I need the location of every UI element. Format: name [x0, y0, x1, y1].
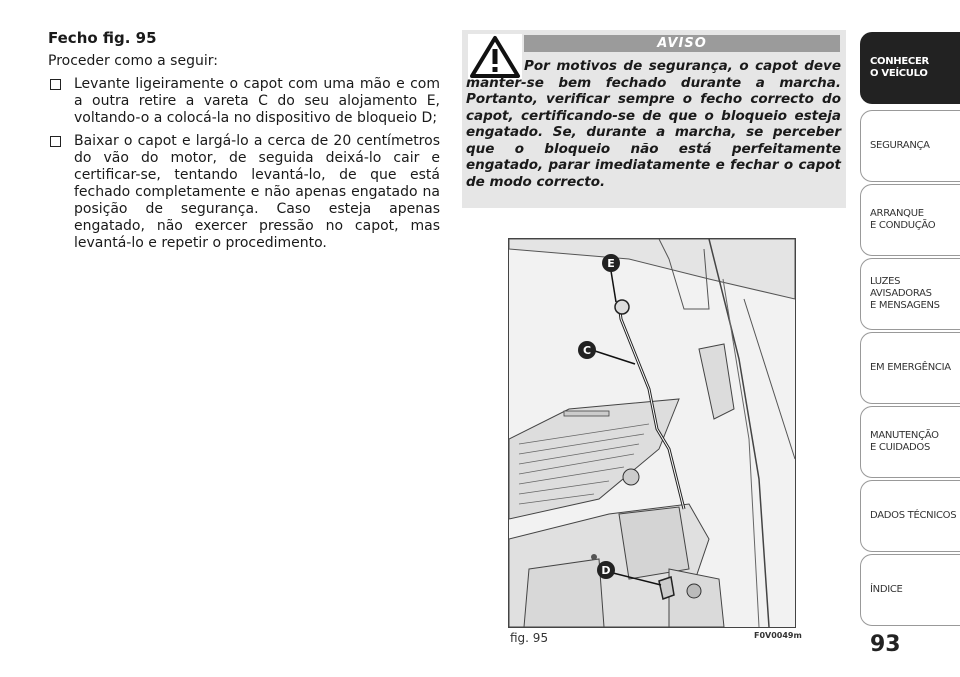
tab-dados-tecnicos[interactable]: DADOS TÉCNICOS: [860, 480, 960, 552]
checkbox-bullet-icon: [50, 136, 61, 147]
chapter-tabs: [860, 0, 960, 677]
tab-arranque-e-conducao[interactable]: ARRANQUE E CONDUÇÃO: [860, 184, 960, 256]
callout-c-label: C: [582, 344, 592, 357]
warning-box: [462, 30, 846, 208]
intro-text: Proceder como a seguir:: [48, 53, 218, 69]
instructions-column: [48, 30, 440, 258]
callout-d-label: D: [601, 564, 611, 577]
tab-seguranca[interactable]: SEGURANÇA: [860, 110, 960, 182]
tab-indice[interactable]: ÍNDICE: [860, 554, 960, 626]
list-item: [48, 133, 440, 252]
engine-bay-illustration: [509, 239, 795, 627]
list-item-text: Levante ligeiramente o capot com uma mão e com a outra retire a vareta C do seu alojamento E, voltando-o a colocá-la no dispositivo de bloqueio D;: [74, 76, 440, 126]
figure-caption: fig. 95: [510, 631, 549, 645]
list-item-text: Baixar o capot e largá-lo a cerca de 20 centímetros do vão do motor, de seguida deixá-lo cair e certificar-se, tentando levantá-lo, de que está fechado completamente e não apenas engatado na posição de segurança. Caso esteja apenas engatado, não exercer pressão no capot, mas levantá-lo e repetir o procedimento.: [74, 133, 440, 251]
warning-title: AVISO: [524, 35, 840, 52]
tab-manutencao-e-cuidados[interactable]: MANUTENÇÃO E CUIDADOS: [860, 406, 960, 478]
section-heading: Fecho fig. 95: [48, 29, 157, 47]
figure-code: F0V0049m: [754, 631, 802, 640]
warning-text: Por motivos de segurança, o capot deve manter-se bem fechado durante a marcha. Portanto, verificar sempre o fecho correcto do capot, certificando-se de que o bloqueio esteja engatado. Se, durante a marcha, se perceber que o bloqueio não está perfeitamente engatado, parar imediatamente e fechar o capot de modo correcto.: [466, 58, 841, 190]
list-item: [48, 76, 440, 127]
tab-em-emergencia[interactable]: EM EMERGÊNCIA: [860, 332, 960, 404]
tab-conhecer-o-veiculo[interactable]: CONHECER O VEÍCULO: [860, 32, 960, 104]
checkbox-bullet-icon: [50, 79, 61, 90]
callout-e-label: E: [607, 257, 615, 270]
tab-luzes-avisadoras[interactable]: LUZES AVISADORAS E MENSAGENS: [860, 258, 960, 330]
page-number: 93: [870, 632, 901, 657]
engine-bay-figure: [508, 238, 796, 628]
